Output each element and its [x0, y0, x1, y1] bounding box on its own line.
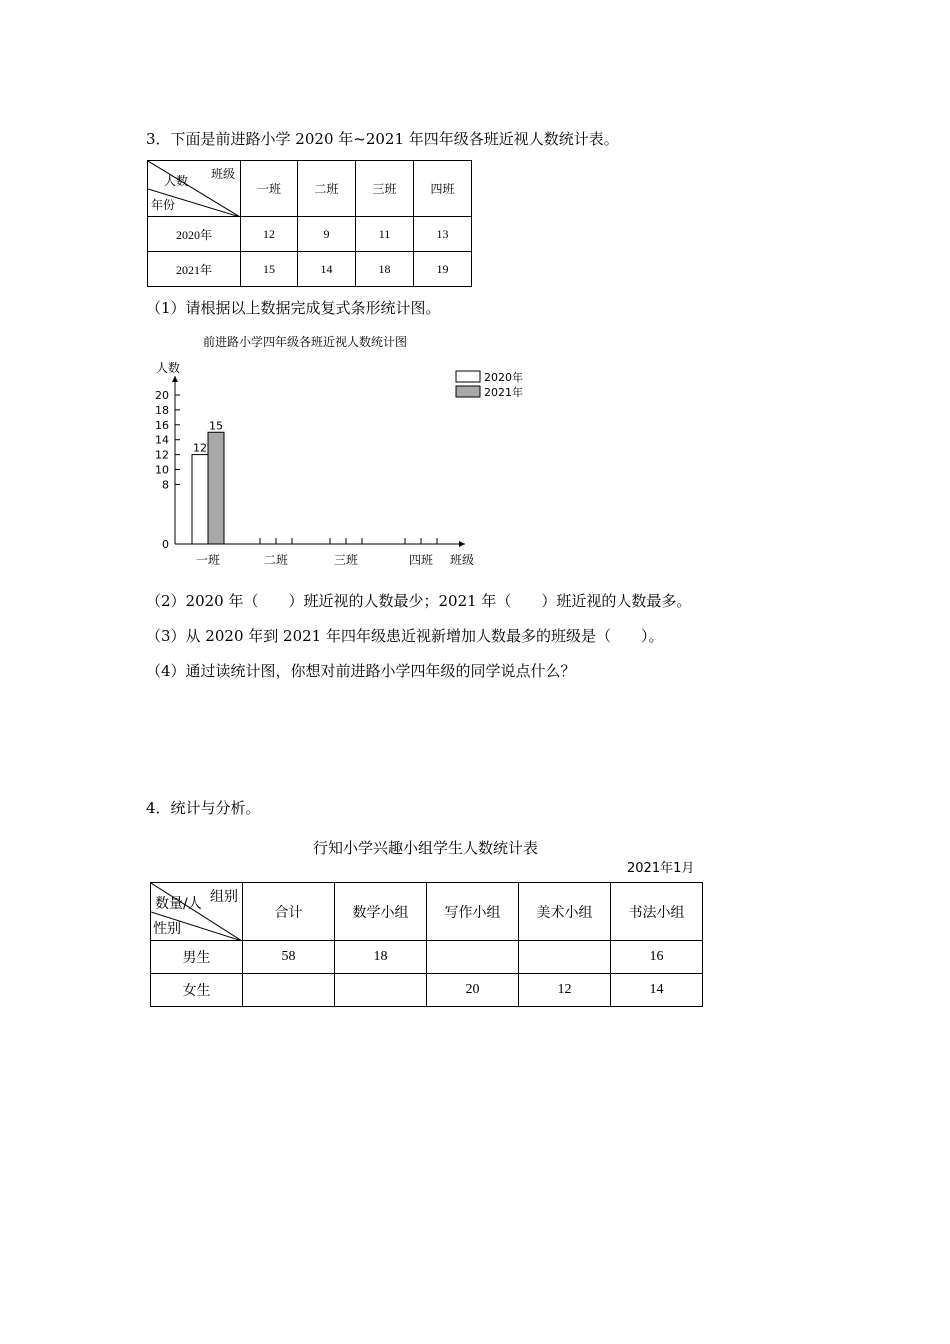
q3-corner-mid: 人数 [164, 174, 189, 188]
q4-col-header: 数学小组 [335, 883, 427, 941]
legend-label: 2021年 [484, 386, 523, 399]
legend-swatch [456, 386, 480, 397]
q4-cell [427, 941, 519, 974]
q4-table [150, 882, 703, 1007]
y-tick-label: 12 [155, 448, 169, 462]
q3-cell: 13 [414, 217, 472, 252]
q3-sub2: （2）2020 年（ ）班近视的人数最少；2021 年（ ）班近视的人数最多。 [146, 592, 692, 610]
q3-cell: 18 [356, 252, 414, 287]
q3-col-header: 一班 [241, 161, 298, 217]
x-tick-label: 二班 [263, 553, 289, 567]
y-tick-label: 16 [155, 418, 169, 432]
q3-row-label: 2021年 [148, 252, 241, 287]
q3-cell: 12 [241, 217, 298, 252]
y-tick-label: 8 [162, 478, 169, 492]
q4-table-corner [151, 883, 243, 941]
q3-col-header: 三班 [356, 161, 414, 217]
q4-cell [519, 941, 611, 974]
legend-swatch [456, 371, 480, 382]
table-row [151, 974, 703, 1007]
q4-row-label: 女生 [151, 974, 243, 1007]
bar [192, 455, 208, 544]
q3-table-corner [148, 161, 241, 217]
table-row [148, 252, 472, 287]
x-tick-label: 一班 [195, 553, 221, 567]
q3-cell: 19 [414, 252, 472, 287]
q4-cell [335, 974, 427, 1007]
table-row [151, 941, 703, 974]
q4-row-label: 男生 [151, 941, 243, 974]
q4-heading: 4．统计与分析。 [146, 799, 261, 817]
q4-corner-mid: 数量/人 [155, 896, 202, 912]
q4-cell: 20 [427, 974, 519, 1007]
bar [208, 432, 224, 544]
q3-table [147, 160, 472, 287]
q4-cell: 18 [335, 941, 427, 974]
chart-title: 前进路小学四年级各班近视人数统计图 [202, 335, 408, 349]
y-tick-label: 0 [162, 538, 169, 551]
q3-cell: 15 [241, 252, 298, 287]
y-axis-arrow [172, 376, 178, 382]
table-row [148, 217, 472, 252]
q3-cell: 9 [298, 217, 356, 252]
x-tick-label: 四班 [408, 553, 434, 567]
x-axis-arrow [459, 541, 465, 547]
bar-data-label: 12 [193, 441, 207, 455]
bar-data-label: 15 [209, 419, 223, 433]
q3-col-header: 四班 [414, 161, 472, 217]
chart-x-label: 班级 [450, 553, 475, 567]
q4-cell: 16 [611, 941, 703, 974]
q3-col-header: 二班 [298, 161, 356, 217]
q3-sub4: （4）通过读统计图，你想对前进路小学四年级的同学说点什么？ [146, 662, 576, 680]
y-tick-label: 18 [155, 403, 169, 417]
q4-col-header: 美术小组 [519, 883, 611, 941]
q4-corner-bottom: 性别 [153, 921, 181, 937]
legend-label: 2020年 [484, 371, 523, 384]
q4-cell: 12 [519, 974, 611, 1007]
x-tick-label: 三班 [333, 553, 359, 567]
chart-y-label: 人数 [156, 361, 181, 375]
q4-date: 2021年1月 [627, 861, 695, 876]
y-tick-label: 10 [155, 463, 169, 477]
q4-col-header: 书法小组 [611, 883, 703, 941]
q4-col-header: 写作小组 [427, 883, 519, 941]
q4-corner-top: 组别 [210, 889, 238, 905]
q3-cell: 14 [298, 252, 356, 287]
q4-col-header: 合计 [243, 883, 335, 941]
q4-cell: 58 [243, 941, 335, 974]
q4-cell: 14 [611, 974, 703, 1007]
bar-chart [140, 328, 540, 573]
q3-cell: 11 [356, 217, 414, 252]
q3-corner-bottom: 年份 [151, 198, 176, 212]
q3-heading: 3．下面是前进路小学 2020 年~2021 年四年级各班近视人数统计表。 [146, 130, 619, 148]
q3-sub1: （1）请根据以上数据完成复式条形统计图。 [146, 299, 441, 317]
q3-corner-top: 班级 [210, 167, 235, 181]
q4-table-title: 行知小学兴趣小组学生人数统计表 [313, 839, 539, 857]
q3-sub3: （3）从 2020 年到 2021 年四年级患近视新增加人数最多的班级是（ ）。 [146, 627, 664, 645]
y-tick-label: 20 [155, 389, 169, 402]
q4-cell [243, 974, 335, 1007]
q3-row-label: 2020年 [148, 217, 241, 252]
y-tick-label: 14 [155, 433, 169, 447]
